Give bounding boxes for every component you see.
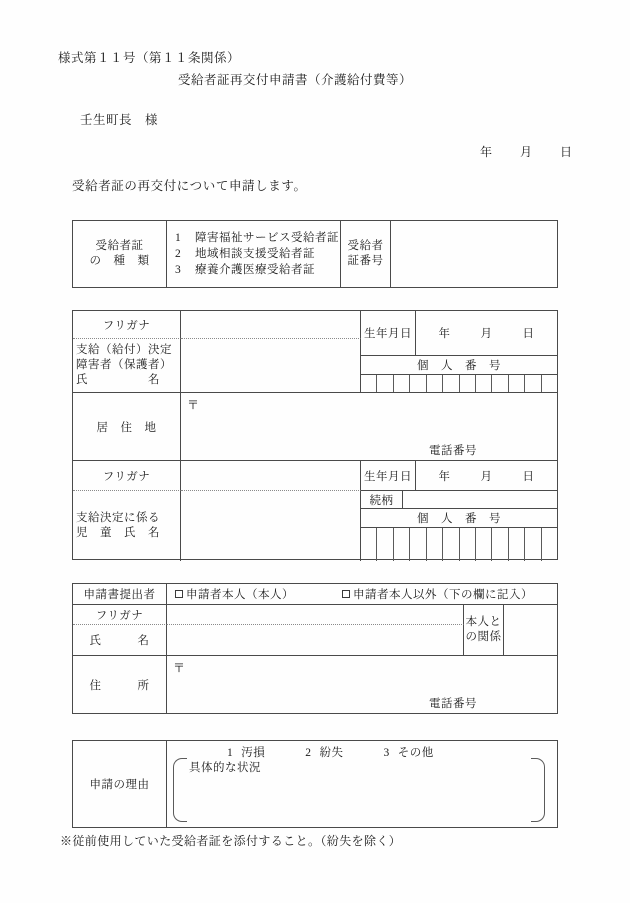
recipient-birth-month-label: 月: [480, 328, 493, 340]
certificate-option-1[interactable]: [175, 230, 339, 246]
reason-label-cell: [73, 741, 167, 827]
mynumber-digit-box[interactable]: [393, 528, 409, 561]
recipient-mynumber-label: 個 人 番 号: [417, 360, 501, 372]
recipient-postal-mark: 〒: [187, 398, 200, 412]
mynumber-digit-box[interactable]: [393, 375, 409, 392]
mynumber-digit-box[interactable]: [475, 375, 491, 392]
reason-table: [72, 740, 558, 828]
submitter-relation-input[interactable]: [504, 605, 557, 656]
child-relation-label: 続柄: [369, 494, 394, 507]
mynumber-digit-box[interactable]: [541, 375, 557, 392]
recipient-name-label-cell: [73, 339, 181, 393]
certificate-option-2[interactable]: [175, 246, 339, 262]
recipient-address-label: 居 住 地: [96, 421, 157, 434]
child-name-input[interactable]: [181, 491, 361, 561]
checkbox-icon-other[interactable]: [342, 590, 350, 598]
recipient-furigana-label: フリガナ: [102, 319, 151, 332]
mynumber-digit-box[interactable]: [426, 528, 442, 561]
recipient-mynumber-boxes[interactable]: [361, 375, 557, 393]
recipient-birthdate-label-cell: [361, 311, 416, 356]
certificate-option-1-label: 障害福祉サービス受給者証: [195, 231, 339, 244]
intro-sentence: 受給者証の再交付について申請します。: [72, 179, 307, 193]
certificate-type-table: [72, 220, 558, 288]
mynumber-digit-box[interactable]: [508, 528, 524, 561]
recipient-name-input[interactable]: [181, 339, 361, 393]
certificate-type-label-cell: [73, 221, 167, 287]
submitter-table: [72, 583, 558, 714]
recipient-furigana-input[interactable]: [181, 311, 361, 339]
submitter-checkbox-row: [167, 584, 557, 605]
child-furigana-label-cell: [73, 461, 181, 491]
child-mynumber-boxes[interactable]: [361, 528, 557, 561]
recipient-information-table: [72, 310, 558, 560]
recipient-birth-year-label: 年: [438, 328, 451, 340]
mynumber-digit-box[interactable]: [459, 528, 475, 561]
date-year-label: 年: [480, 145, 493, 159]
reason-content-cell: [167, 741, 557, 827]
mynumber-digit-box[interactable]: [361, 375, 376, 392]
recipient-name-label: [76, 339, 172, 392]
certificate-type-label: [90, 239, 150, 269]
submitter-self-label: 申請者本人（本人）: [186, 589, 294, 601]
child-birthdate-label-cell: [361, 461, 416, 491]
mynumber-digit-box[interactable]: [409, 528, 425, 561]
recipient-mynumber-label-cell: [361, 356, 557, 375]
submitter-other-label: 申請者本人以外（下の欄に記入）: [353, 589, 533, 601]
reason-option-3[interactable]: [384, 744, 434, 760]
child-birth-day-label: 日: [522, 470, 535, 483]
certificate-option-3[interactable]: [175, 262, 339, 278]
recipient-furigana-label-cell: [73, 311, 181, 339]
recipient-birthdate-input[interactable]: [416, 311, 557, 356]
page-title: 受給者証再交付申請書（介護給付費等）: [178, 73, 413, 87]
mynumber-digit-box[interactable]: [442, 375, 458, 392]
child-name-label: [76, 491, 160, 561]
form-number: 様式第１１号（第１１条関係）: [58, 51, 241, 65]
submitter-address-cell[interactable]: [167, 656, 557, 713]
right-brace-icon: [531, 758, 545, 822]
reason-option-2[interactable]: [305, 744, 343, 760]
recipient-name-label-line3: 氏 名: [76, 374, 160, 387]
reason-detail-label: 具体的な状況: [189, 762, 261, 774]
certificate-number-label-cell: [341, 221, 391, 287]
child-mynumber-label-cell: [361, 509, 557, 528]
child-name-label-cell: [73, 491, 181, 561]
submitter-furigana-label: フリガナ: [95, 609, 144, 622]
mynumber-digit-box[interactable]: [491, 375, 507, 392]
submitter-address-label-cell: [73, 656, 167, 713]
mynumber-digit-box[interactable]: [491, 528, 507, 561]
child-name-label-line2: 児 童 氏 名: [76, 527, 160, 539]
child-birth-month-label: 月: [480, 470, 493, 483]
footnote: ※従前使用していた受給者証を添付すること。（紛失を除く）: [60, 834, 402, 848]
reason-options: [227, 744, 474, 760]
reason-option-1-label: 汚損: [241, 747, 266, 759]
mynumber-digit-box[interactable]: [376, 375, 392, 392]
submitter-name-input[interactable]: [167, 625, 464, 656]
mynumber-digit-box[interactable]: [524, 528, 540, 561]
reason-option-2-number: 2: [305, 747, 312, 759]
reason-option-2-label: 紛失: [319, 747, 344, 759]
child-birth-year-label: 年: [438, 470, 451, 483]
reason-option-3-number: 3: [383, 747, 390, 759]
child-birthdate-input[interactable]: [416, 461, 557, 491]
recipient-birthdate-label: 生年月日: [364, 328, 412, 340]
mynumber-digit-box[interactable]: [442, 528, 458, 561]
reason-label: 申請の理由: [89, 779, 150, 791]
mynumber-digit-box[interactable]: [508, 375, 524, 392]
child-name-label-line1: 支給決定に係る: [76, 511, 160, 524]
certificate-option-3-label: 療養介護医療受給者証: [195, 264, 315, 277]
date-day-label: 日: [560, 145, 573, 159]
child-relation-input[interactable]: [403, 491, 557, 509]
certificate-number-label-line2: 証番号: [347, 255, 384, 267]
child-birthdate-fields: [416, 468, 557, 484]
mynumber-digit-box[interactable]: [524, 375, 540, 392]
mynumber-digit-box[interactable]: [409, 375, 425, 392]
submitter-relation-label: [466, 615, 502, 645]
certificate-options-cell: [167, 221, 341, 287]
mynumber-digit-box[interactable]: [376, 528, 392, 561]
submitter-header-label: 申請書提出者: [83, 589, 156, 601]
mynumber-digit-box[interactable]: [541, 528, 557, 561]
reason-option-1-number: 1: [227, 747, 234, 759]
certificate-option-1-number: 1: [175, 231, 182, 244]
submitter-address-label: 住 所: [89, 679, 150, 692]
submitter-name-label: 氏 名: [89, 635, 150, 647]
certificate-options-list: [167, 221, 339, 287]
submitter-relation-label-line1: 本人と: [465, 615, 502, 628]
reason-option-3-label: その他: [397, 747, 434, 759]
reason-option-1[interactable]: [227, 744, 265, 760]
submitter-relation-label-cell: [464, 605, 504, 656]
checkbox-icon-self[interactable]: [175, 590, 183, 598]
recipient-address-cell[interactable]: [181, 393, 557, 461]
certificate-number-input[interactable]: [391, 221, 557, 287]
submitter-relation-label-line2: の関係: [465, 631, 502, 643]
child-furigana-input[interactable]: [181, 461, 361, 491]
certificate-option-3-number: 3: [175, 264, 182, 277]
mynumber-digit-box[interactable]: [426, 375, 442, 392]
submitter-postal-mark: 〒: [173, 661, 186, 675]
child-furigana-label: フリガナ: [102, 470, 151, 483]
certificate-type-label-line1: 受給者証: [95, 239, 144, 252]
submitter-other-checkbox-group[interactable]: [342, 586, 533, 602]
certificate-option-2-label: 地域相談支援受給者証: [195, 247, 315, 260]
submitter-name-label-cell: [73, 625, 167, 656]
submitter-furigana-label-cell: [73, 605, 167, 625]
child-relation-label-cell: [361, 491, 403, 509]
recipient-phone-label: 電話番号: [429, 445, 477, 457]
certificate-option-2-number: 2: [175, 247, 182, 260]
certificate-number-label: [348, 239, 384, 269]
child-birthdate-label: 生年月日: [364, 470, 412, 483]
submitter-furigana-input[interactable]: [167, 605, 464, 625]
mynumber-digit-box[interactable]: [475, 528, 491, 561]
recipient-address-label-cell: [73, 393, 181, 461]
mynumber-digit-box[interactable]: [459, 375, 475, 392]
recipient-birth-day-label: 日: [522, 328, 535, 340]
certificate-number-label-line1: 受給者: [347, 239, 384, 252]
addressee: 壬生町長 様: [80, 113, 159, 127]
mynumber-digit-box[interactable]: [361, 528, 376, 561]
recipient-name-label-line1: 支給（給付）決定: [76, 343, 172, 356]
child-mynumber-label: 個 人 番 号: [417, 513, 501, 525]
date-line: [480, 143, 572, 160]
certificate-type-label-line2: の 種 類: [89, 255, 150, 267]
submitter-header-label-cell: [73, 584, 167, 605]
date-month-label: 月: [520, 145, 533, 159]
recipient-name-label-line2: 障害者（保護者）: [76, 358, 172, 371]
submitter-phone-label: 電話番号: [429, 698, 477, 710]
submitter-self-checkbox-group[interactable]: [175, 586, 294, 602]
left-brace-icon: [173, 758, 187, 822]
recipient-birthdate-fields: [416, 325, 557, 341]
